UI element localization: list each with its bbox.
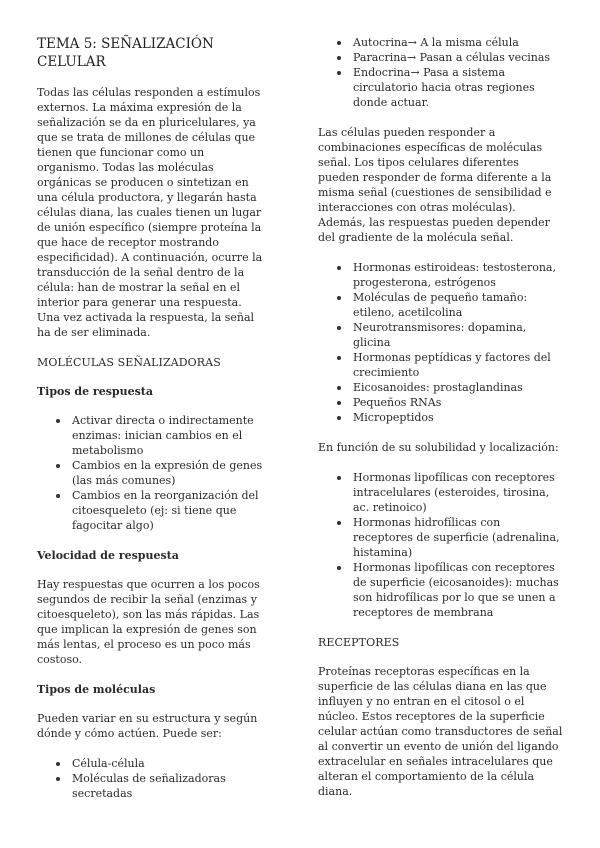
response-types-list <box>37 413 267 533</box>
list-item: Moléculas de pequeño tamaño: etileno, acetilcolina <box>353 290 563 320</box>
list-item: Endocrina→ Pasa a sistema circulatorio hacia otras regiones donde actuar. <box>353 65 563 110</box>
molecule-classes-list <box>318 260 563 425</box>
list-item: Cambios en la reorganización del citoesqueleto (ej: si tiene que fagocitar algo) <box>72 488 267 533</box>
section-heading-receptors: RECEPTORES <box>318 636 400 649</box>
solubility-list <box>318 470 563 620</box>
heading-response-types: Tipos de respuesta <box>37 385 154 398</box>
list-item: Autocrina→ A la misma célula <box>353 35 563 50</box>
combinations-paragraph: Las células pueden responder a combinaciones específicas de moléculas señal. Los tipos celulares diferentes pueden responder de forma diferente a la misma señal (cuestiones de sensibilidad e interacciones con otras moléculas). Además, las respuestas pueden depender del gradiente de la molécula señal. <box>318 126 552 244</box>
solubility-paragraph: En función de su solubilidad y localización: <box>318 441 559 454</box>
right-column <box>318 35 563 814</box>
list-item: Pequeños RNAs <box>353 395 563 410</box>
secretion-types-list <box>318 35 563 110</box>
molecule-types-paragraph: Pueden variar en su estructura y según dónde y cómo actúen. Puede ser: <box>37 712 258 740</box>
heading-molecule-types: Tipos de moléculas <box>37 683 156 696</box>
list-item: Hormonas estiroideas: testosterona, progesterona, estrógenos <box>353 260 563 290</box>
response-speed-paragraph: Hay respuestas que ocurren a los pocos segundos de recibir la señal (enzimas y citoesqueleto), son las más rápidas. Las que implican la expresión de genes son más lentas, el proceso es un poco más costoso. <box>37 578 260 666</box>
list-item: Micropeptidos <box>353 410 563 425</box>
left-column <box>37 35 267 816</box>
molecule-types-list <box>37 756 267 801</box>
list-item: Neurotransmisores: dopamina, glicina <box>353 320 563 350</box>
list-item: Hormonas hidrofílicas con receptores de superficie (adrenalina, histamina) <box>353 515 563 560</box>
list-item: Hormonas peptídicas y factores del crecimiento <box>353 350 563 380</box>
list-item: Paracrina→ Pasan a células vecinas <box>353 50 563 65</box>
list-item: Hormonas lipofílicas con receptores intracelulares (esteroides, tirosina, ac. retinoico) <box>353 470 563 515</box>
list-item: Activar directa o indirectamente enzimas: inician cambios en el metabolismo <box>72 413 267 458</box>
list-item: Eicosanoides: prostaglandinas <box>353 380 563 395</box>
receptors-paragraph: Proteínas receptoras específicas en la superficie de las células diana en las que influyen y no entran en el citosol o el núcleo. Estos receptores de la superficie celular actúan como transductores de señal al convertir un evento de unión del ligando extracelular en señales intracelulares que alteran el comportamiento de la célula diana. <box>318 665 563 798</box>
list-item: Cambios en la expresión de genes (las más comunes) <box>72 458 267 488</box>
intro-paragraph: Todas las células responden a estímulos externos. La máxima expresión de la señalización se da en pluricelulares, ya que se trata de millones de células que tienen que funcionar como un organismo. Todas las moléculas orgánicas se producen o sintetizan en una célula productora, y llegarán hasta células diana, las cuales tienen un lugar de unión específico (siempre proteína la que hace de receptor mostrando especificidad). A continuación, ocurre la transducción de la señal dentro de la célula: han de mostrar la señal en el interior para generar una respuesta. Una vez activada la respuesta, la señal ha de ser eliminada. <box>37 86 263 339</box>
list-item: Célula-célula <box>72 756 267 771</box>
page-title: TEMA 5: SEÑALIZACIÓN CELULAR <box>37 36 214 70</box>
section-heading-molecules: MOLÉCULAS SEÑALIZADORAS <box>37 356 221 369</box>
list-item: Hormonas lipofílicas con receptores de superficie (eicosanoides): muchas son hidrofílicas por lo que se unen a receptores de membrana <box>353 560 563 620</box>
list-item: Moléculas de señalizadoras secretadas <box>72 771 267 801</box>
heading-response-speed: Velocidad de respuesta <box>37 549 179 562</box>
